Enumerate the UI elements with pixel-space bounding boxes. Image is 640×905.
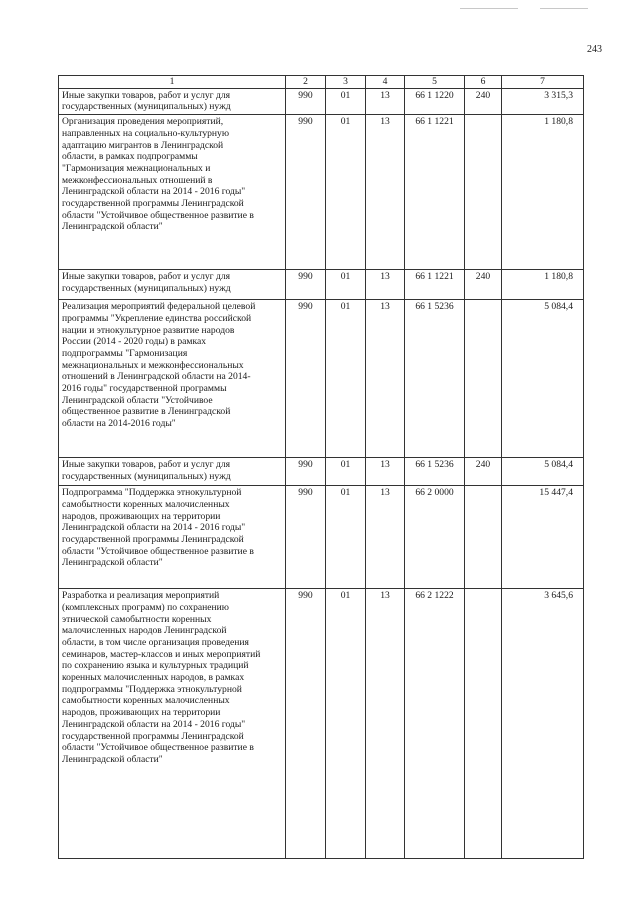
- row-description: Реализация мероприятий федеральной целевой программы "Укрепление единства российской нации и этнокультурное развитие народов России (2014 - 2020 годы) в рамках подпрограммы "Гармонизация межнациональных и межконфессиональных отношений в Ленинградской области на 2014- 2016 годы" государственной программы Ленинградской области "Устойчивое общественное развитие в Ленинградской области на 2014-2016 годы": [59, 300, 286, 458]
- column-header: 3: [326, 76, 366, 89]
- amount: 3 315,3: [502, 88, 584, 114]
- subsection-code: 13: [366, 88, 405, 114]
- column-header: 1: [59, 76, 286, 89]
- section-code: 01: [326, 270, 366, 300]
- ministry-code: 990: [286, 270, 326, 300]
- target-article-code: 66 2 1222: [405, 589, 465, 859]
- table-row: [59, 115, 584, 270]
- expense-type-code: 240: [465, 458, 502, 486]
- amount: 1 180,8: [502, 115, 584, 270]
- amount: 15 447,4: [502, 486, 584, 589]
- scan-mark: [460, 8, 518, 9]
- subsection-code: 13: [366, 458, 405, 486]
- subsection-code: 13: [366, 270, 405, 300]
- ministry-code: 990: [286, 589, 326, 859]
- expense-type-code: 240: [465, 270, 502, 300]
- section-code: 01: [326, 458, 366, 486]
- expense-type-code: [465, 589, 502, 859]
- table-row: [59, 486, 584, 589]
- target-article-code: 66 1 1221: [405, 270, 465, 300]
- target-article-code: 66 1 1220: [405, 88, 465, 114]
- section-code: 01: [326, 589, 366, 859]
- expense-type-code: [465, 300, 502, 458]
- section-code: 01: [326, 300, 366, 458]
- subsection-code: 13: [366, 300, 405, 458]
- ministry-code: 990: [286, 88, 326, 114]
- ministry-code: 990: [286, 115, 326, 270]
- amount: 3 645,6: [502, 589, 584, 859]
- budget-table-container: [58, 75, 583, 859]
- table-row: [59, 589, 584, 859]
- column-header: 6: [465, 76, 502, 89]
- row-description: Организация проведения мероприятий, направленных на социально-культурную адаптацию мигрантов в Ленинградской области, в рамках подпрограммы "Гармонизация межнациональных и межконфессиональных отношений в Ленинградской области на 2014 - 2016 годы" государственной программы Ленинградской области "Устойчивое общественное развитие в Ленинградской области": [59, 115, 286, 270]
- subsection-code: 13: [366, 115, 405, 270]
- amount: 5 084,4: [502, 300, 584, 458]
- page-number: 243: [587, 44, 602, 55]
- expense-type-code: 240: [465, 88, 502, 114]
- row-description: Подпрограмма "Поддержка этнокультурной самобытности коренных малочисленных народов, проживающих на территории Ленинградской области на 2014 - 2016 годы" государственной программы Ленинградской области "Устойчивое общественное развитие в Ленинградской области": [59, 486, 286, 589]
- expense-type-code: [465, 115, 502, 270]
- scan-mark: [540, 8, 588, 9]
- section-code: 01: [326, 486, 366, 589]
- amount: 1 180,8: [502, 270, 584, 300]
- target-article-code: 66 1 1221: [405, 115, 465, 270]
- subsection-code: 13: [366, 486, 405, 589]
- column-header: 7: [502, 76, 584, 89]
- column-header: 5: [405, 76, 465, 89]
- amount: 5 084,4: [502, 458, 584, 486]
- row-description: Иные закупки товаров, работ и услуг для государственных (муниципальных) нужд: [59, 270, 286, 300]
- table-row: [59, 270, 584, 300]
- column-header: 2: [286, 76, 326, 89]
- target-article-code: 66 1 5236: [405, 458, 465, 486]
- target-article-code: 66 1 5236: [405, 300, 465, 458]
- section-code: 01: [326, 115, 366, 270]
- ministry-code: 990: [286, 458, 326, 486]
- expense-type-code: [465, 486, 502, 589]
- budget-table: [58, 75, 584, 859]
- section-code: 01: [326, 88, 366, 114]
- table-row: [59, 88, 584, 114]
- subsection-code: 13: [366, 589, 405, 859]
- ministry-code: 990: [286, 486, 326, 589]
- ministry-code: 990: [286, 300, 326, 458]
- target-article-code: 66 2 0000: [405, 486, 465, 589]
- table-row: [59, 300, 584, 458]
- column-header: 4: [366, 76, 405, 89]
- row-description: Иные закупки товаров, работ и услуг для государственных (муниципальных) нужд: [59, 458, 286, 486]
- table-row: [59, 458, 584, 486]
- table-header-row: [59, 76, 584, 89]
- row-description: Иные закупки товаров, работ и услуг для государственных (муниципальных) нужд: [59, 88, 286, 114]
- row-description: Разработка и реализация мероприятий (комплексных программ) по сохранению этнической самобытности коренных малочисленных народов Ленинградской области, в том числе организация проведения семинаров, мастер-классов и иных мероприятий по сохранению языка и культурных традиций коренных малочисленных народов, в рамках подпрограммы "Поддержка этнокультурной самобытности коренных малочисленных народов, проживающих на территории Ленинградской области на 2014 - 2016 годы" государственной программы Ленинградской области "Устойчивое общественное развитие в Ленинградской области": [59, 589, 286, 859]
